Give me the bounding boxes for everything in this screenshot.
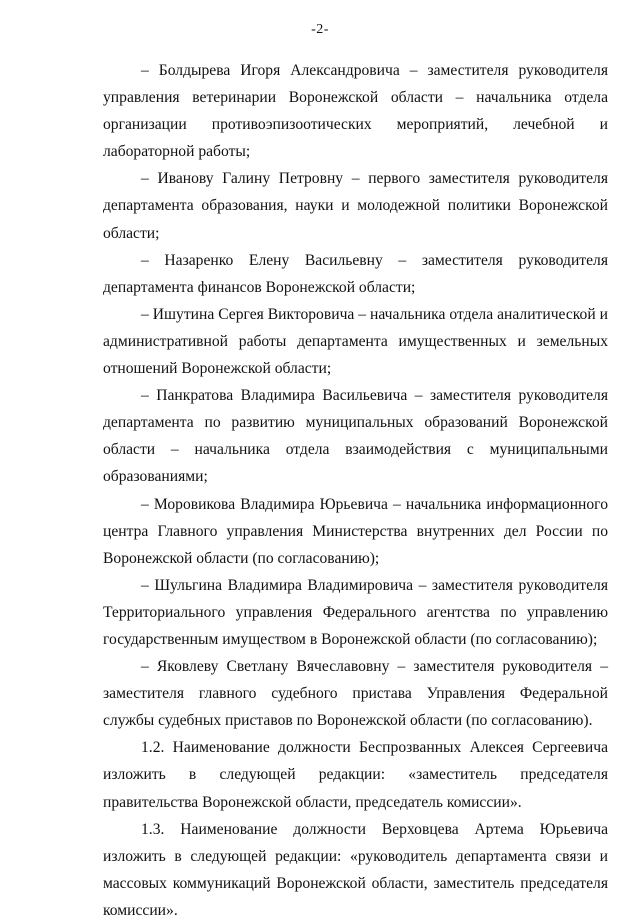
clause-1-2: 1.2. Наименование должности Беспрозванных Алексея Сергеевича изложить в следующей редакции: «заместитель председателя правительства Воронежской области, председатель комиссии». — [103, 739, 608, 811]
clause-1-3: 1.3. Наименование должности Верховцева Артема Юрьевича изложить в следующей редакции: «руководитель департамента связи и массовых коммуникаций Воронежской области, заместитель председателя комиссии». — [103, 820, 608, 919]
list-item-yakovleva: – Яковлеву Светлану Вячеславовну – заместителя руководителя – заместителя главного судебного пристава Управления Федеральной службы судебных приставов по Воронежской области (по согласованию). — [103, 658, 608, 730]
page-number: -2- — [311, 22, 329, 37]
document-body — [103, 57, 608, 924]
list-item-morovikov: – Моровикова Владимира Юрьевича – начальника информационного центра Главного управления Министерства внутренних дел России по Воронежской области (по согласованию); — [103, 495, 608, 567]
list-item-pankratov: – Панкратова Владимира Васильевича – заместителя руководителя департамента по развитию муниципальных образований Воронежской области – начальника отдела взаимодействия с муниципальными образованиями; — [103, 387, 608, 486]
list-item-ivanova: – Иванову Галину Петровну – первого заместителя руководителя департамента образования, науки и молодежной политики Воронежской области; — [103, 170, 608, 242]
list-item-ishutin: – Ишутина Сергея Викторовича – начальника отдела аналитической и административной работы департамента имущественных и земельных отношений Воронежской области; — [103, 305, 608, 378]
list-item-nazarenko: – Назаренко Елену Васильевну – заместителя руководителя департамента финансов Воронежской области; — [103, 251, 608, 296]
list-item-shulgin: – Шульгина Владимира Владимировича – заместителя руководителя Территориального управления Федерального агентства по управлению государственным имуществом в Воронежской области (по согласованию); — [103, 576, 608, 648]
list-item-boldyrev: – Болдырева Игоря Александровича – заместителя руководителя управления ветеринарии Воронежской области – начальника отдела организации противоэпизоотических мероприятий, лечебной и лабораторной работы; — [103, 62, 608, 161]
